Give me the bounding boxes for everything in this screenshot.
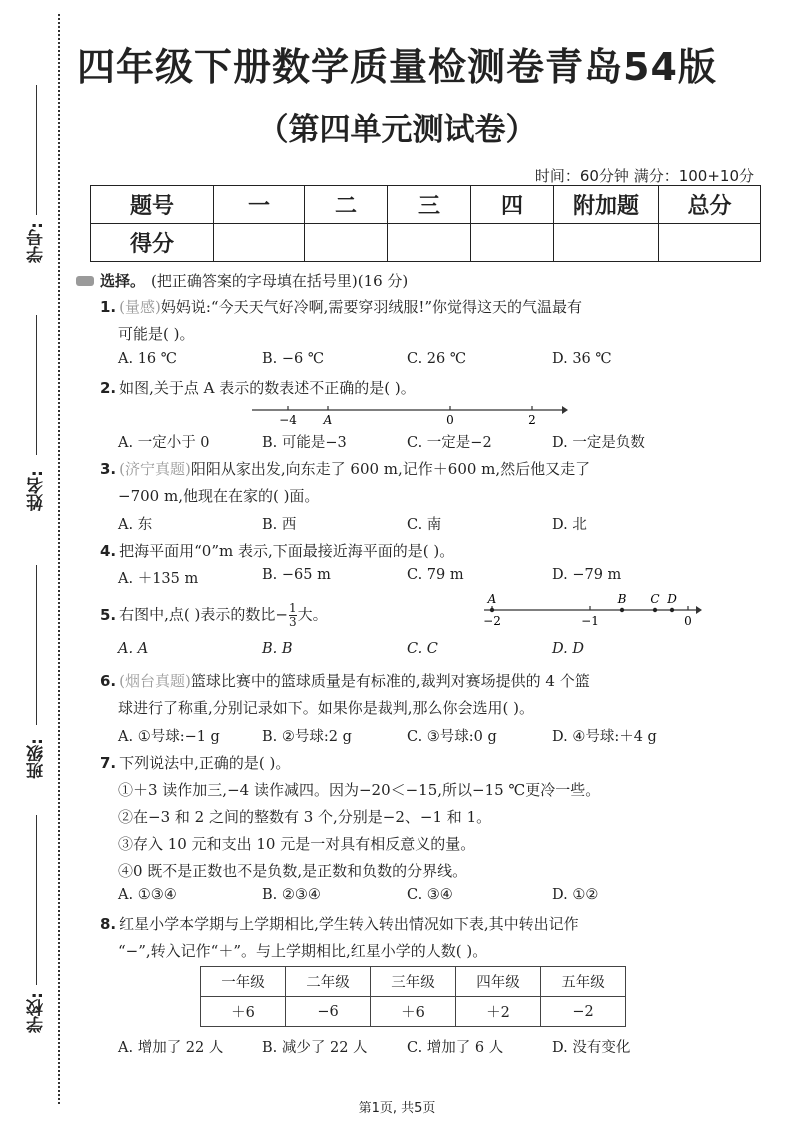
q3-option-c[interactable]: C. 南 bbox=[407, 517, 442, 533]
q1-tag: (量感) bbox=[119, 298, 161, 316]
q8-option-b[interactable]: B. 减少了 22 人 bbox=[262, 1040, 368, 1056]
page-title: 四年级下册数学质量检测卷青岛54版 bbox=[77, 45, 717, 89]
q7-line-1 bbox=[100, 752, 290, 773]
q3-option-a[interactable]: A. 东 bbox=[118, 517, 153, 533]
q5-option-a[interactable]: A. A bbox=[118, 641, 149, 657]
q3-number: 3. bbox=[100, 460, 117, 478]
q5-line-1 bbox=[100, 602, 328, 629]
score-table-score-row bbox=[91, 224, 761, 262]
score-input-cell[interactable] bbox=[214, 224, 305, 262]
q2-line-1 bbox=[100, 377, 416, 398]
q5-axis-arrow-icon bbox=[696, 606, 702, 614]
q3-option-b[interactable]: B. 西 bbox=[262, 517, 297, 533]
q2-tick-label: 2 bbox=[528, 413, 536, 427]
q8-table-value: ＋6 bbox=[371, 997, 456, 1027]
q4-option-d[interactable]: D. −79 m bbox=[552, 567, 622, 583]
q5-point-a bbox=[490, 608, 494, 612]
score-input-cell[interactable] bbox=[471, 224, 554, 262]
q5-point-d bbox=[670, 608, 674, 612]
page-footer: 第1页, 共5页 bbox=[358, 1101, 436, 1116]
q5-text-a: 右图中,点( )表示的数比− bbox=[119, 605, 288, 624]
q1-option-c[interactable]: C. 26 ℃ bbox=[407, 351, 467, 367]
score-header-cell: 附加题 bbox=[554, 186, 659, 224]
q8-table-value: ＋6 bbox=[201, 997, 286, 1027]
q5-point-label: A bbox=[487, 592, 497, 606]
time-info: 时间：60分钟 满分：100+10分 bbox=[534, 167, 754, 185]
q8-option-d[interactable]: D. 没有变化 bbox=[552, 1040, 631, 1056]
q6-option-b[interactable]: B. ②号球:2 g bbox=[262, 729, 352, 745]
score-input-cell[interactable] bbox=[554, 224, 659, 262]
q8-table-header: 二年级 bbox=[286, 967, 371, 997]
q6-option-a[interactable]: A. ①号球:−1 g bbox=[118, 729, 220, 745]
q8-option-a[interactable]: A. 增加了 22 人 bbox=[118, 1040, 224, 1056]
section-marker-icon bbox=[76, 276, 94, 286]
q5-option-d[interactable]: D. D bbox=[552, 641, 584, 657]
q1-option-d[interactable]: D. 36 ℃ bbox=[552, 351, 612, 367]
q8-table-header: 五年级 bbox=[541, 967, 626, 997]
score-header-cell: 题号 bbox=[91, 186, 214, 224]
score-header-cell: 三 bbox=[388, 186, 471, 224]
q8-table-value: ＋2 bbox=[456, 997, 541, 1027]
q6-tag: (烟台真题) bbox=[119, 672, 191, 690]
q5-point-label: D bbox=[667, 592, 677, 606]
q7-item-2: ②在−3 和 2 之间的整数有 3 个,分别是−2、−1 和 1。 bbox=[118, 808, 492, 826]
q1-number: 1. bbox=[100, 298, 117, 316]
q2-option-c[interactable]: C. 一定是−2 bbox=[407, 435, 492, 451]
school-line[interactable] bbox=[36, 815, 37, 985]
page-subtitle: （第四单元测试卷） bbox=[257, 112, 537, 148]
q2-tick-label: 0 bbox=[446, 413, 454, 427]
q5-option-c[interactable]: C. C bbox=[407, 641, 438, 657]
q2-number-line bbox=[250, 400, 570, 428]
section-1-header bbox=[76, 270, 408, 291]
score-header-cell: 四 bbox=[471, 186, 554, 224]
name-line[interactable] bbox=[36, 315, 37, 455]
q6-text: 篮球比赛中的篮球质量是有标准的,裁判对赛场提供的 4 个篮 bbox=[190, 672, 590, 690]
q1-line-2: 可能是( )。 bbox=[118, 325, 195, 343]
score-table bbox=[90, 185, 761, 262]
score-table-header-row bbox=[91, 186, 761, 224]
q8-line-2: “−”,转入记作“＋”。与上学期相比,红星小学的人数( )。 bbox=[118, 942, 488, 960]
binding-dotted-line bbox=[58, 14, 60, 1104]
q2-number: 2. bbox=[100, 379, 117, 397]
q2-option-d[interactable]: D. 一定是负数 bbox=[552, 435, 645, 451]
score-header-cell: 总分 bbox=[659, 186, 761, 224]
q8-text: 红星小学本学期与上学期相比,学生转入转出情况如下表,其中转出记作 bbox=[119, 915, 579, 933]
q2-point-label: A bbox=[323, 413, 333, 427]
q7-option-b[interactable]: B. ②③④ bbox=[262, 887, 321, 903]
q2-option-b[interactable]: B. 可能是−3 bbox=[262, 435, 347, 451]
q1-option-b[interactable]: B. −6 ℃ bbox=[262, 351, 325, 367]
q5-tick-label: −2 bbox=[483, 614, 501, 628]
q7-item-4: ④0 既不是正数也不是负数,是正数和负数的分界线。 bbox=[118, 862, 468, 880]
q4-number: 4. bbox=[100, 542, 117, 560]
q6-line-1 bbox=[100, 670, 590, 691]
q5-frac-den: 3 bbox=[288, 615, 297, 629]
score-input-cell[interactable] bbox=[388, 224, 471, 262]
q8-table-header: 四年级 bbox=[456, 967, 541, 997]
q3-tag: (济宁真题) bbox=[119, 460, 191, 478]
q2-tick-label: −4 bbox=[279, 413, 297, 427]
q8-table-value-row bbox=[201, 997, 626, 1027]
q8-table-value: −2 bbox=[541, 997, 626, 1027]
q5-tick-label: −1 bbox=[581, 614, 599, 628]
q6-option-d[interactable]: D. ④号球:＋4 g bbox=[552, 729, 657, 745]
q7-option-a[interactable]: A. ①③④ bbox=[118, 887, 177, 903]
section-1-instruction: (把正确答案的字母填在括号里)(16 分) bbox=[151, 272, 409, 290]
q5-tick-label: 0 bbox=[684, 614, 692, 628]
q5-point-label: C bbox=[650, 592, 660, 606]
q6-number: 6. bbox=[100, 672, 117, 690]
q2-axis-arrow-icon bbox=[562, 406, 568, 414]
q5-point-label: B bbox=[617, 592, 627, 606]
q8-grade-table bbox=[200, 966, 626, 1027]
q2-option-a[interactable]: A. 一定小于 0 bbox=[118, 435, 210, 451]
q4-option-c[interactable]: C. 79 m bbox=[407, 567, 464, 583]
q8-table-header: 三年级 bbox=[371, 967, 456, 997]
q1-option-a[interactable]: A. 16 ℃ bbox=[118, 351, 177, 367]
score-row-label: 得分 bbox=[91, 224, 214, 262]
q5-frac-num: 1 bbox=[288, 601, 297, 615]
q3-text: 阳阳从家出发,向东走了 600 m,记作＋600 m,然后他又走了 bbox=[190, 460, 591, 478]
name-label: 姓名: bbox=[27, 470, 47, 511]
score-input-cell[interactable] bbox=[305, 224, 388, 262]
q7-option-d[interactable]: D. ①② bbox=[552, 887, 599, 903]
q4-option-a[interactable]: A. ＋135 m bbox=[118, 571, 199, 587]
q7-item-1: ①＋3 读作加三,−4 读作减四。因为−20＜−15,所以−15 ℃更冷一些。 bbox=[118, 781, 601, 799]
q7-item-3: ③存入 10 元和支出 10 元是一对具有相反意义的量。 bbox=[118, 835, 476, 853]
q5-point-c bbox=[653, 608, 657, 612]
score-header-cell: 一 bbox=[214, 186, 305, 224]
q1-text: 妈妈说:“今天天气好冷啊,需要穿羽绒服!”你觉得这天的气温最有 bbox=[160, 298, 583, 316]
q8-table-header: 一年级 bbox=[201, 967, 286, 997]
q8-table-header-row bbox=[201, 967, 626, 997]
score-header-cell: 二 bbox=[305, 186, 388, 224]
q1-line-1 bbox=[100, 296, 582, 317]
q8-option-c[interactable]: C. 增加了 6 人 bbox=[407, 1040, 504, 1056]
q3-option-d[interactable]: D. 北 bbox=[552, 517, 587, 533]
q4-line-1 bbox=[100, 540, 454, 561]
q7-option-c[interactable]: C. ③④ bbox=[407, 887, 453, 903]
school-label: 学校: bbox=[27, 992, 47, 1033]
q8-line-1 bbox=[100, 913, 579, 934]
q4-text: 把海平面用“0”m 表示,下面最接近海平面的是( )。 bbox=[119, 542, 455, 560]
q5-number: 5. bbox=[100, 605, 117, 624]
q3-line-1 bbox=[100, 458, 590, 479]
q5-text-b: 大。 bbox=[297, 605, 328, 624]
q5-point-b bbox=[620, 608, 624, 612]
section-1-label: 选择。 bbox=[100, 272, 146, 290]
q7-number: 7. bbox=[100, 754, 117, 772]
q5-fraction bbox=[289, 602, 297, 629]
q6-option-c[interactable]: C. ③号球:0 g bbox=[407, 729, 497, 745]
class-line[interactable] bbox=[36, 565, 37, 725]
q7-text: 下列说法中,正确的是( )。 bbox=[119, 754, 291, 772]
q3-line-2: −700 m,他现在在家的( )面。 bbox=[118, 487, 320, 505]
q8-number: 8. bbox=[100, 915, 117, 933]
class-label: 班级: bbox=[27, 738, 47, 779]
q2-text: 如图,关于点 A 表示的数表述不正确的是( )。 bbox=[119, 379, 416, 397]
q6-line-2: 球进行了称重,分别记录如下。如果你是裁判,那么你会选用( )。 bbox=[118, 699, 535, 717]
q8-table-value: −6 bbox=[286, 997, 371, 1027]
score-input-cell[interactable] bbox=[659, 224, 761, 262]
student-no-label: 学号: bbox=[27, 222, 47, 263]
q4-option-b[interactable]: B. −65 m bbox=[262, 567, 331, 583]
q5-option-b[interactable]: B. B bbox=[262, 641, 293, 657]
q5-number-line bbox=[478, 590, 706, 630]
